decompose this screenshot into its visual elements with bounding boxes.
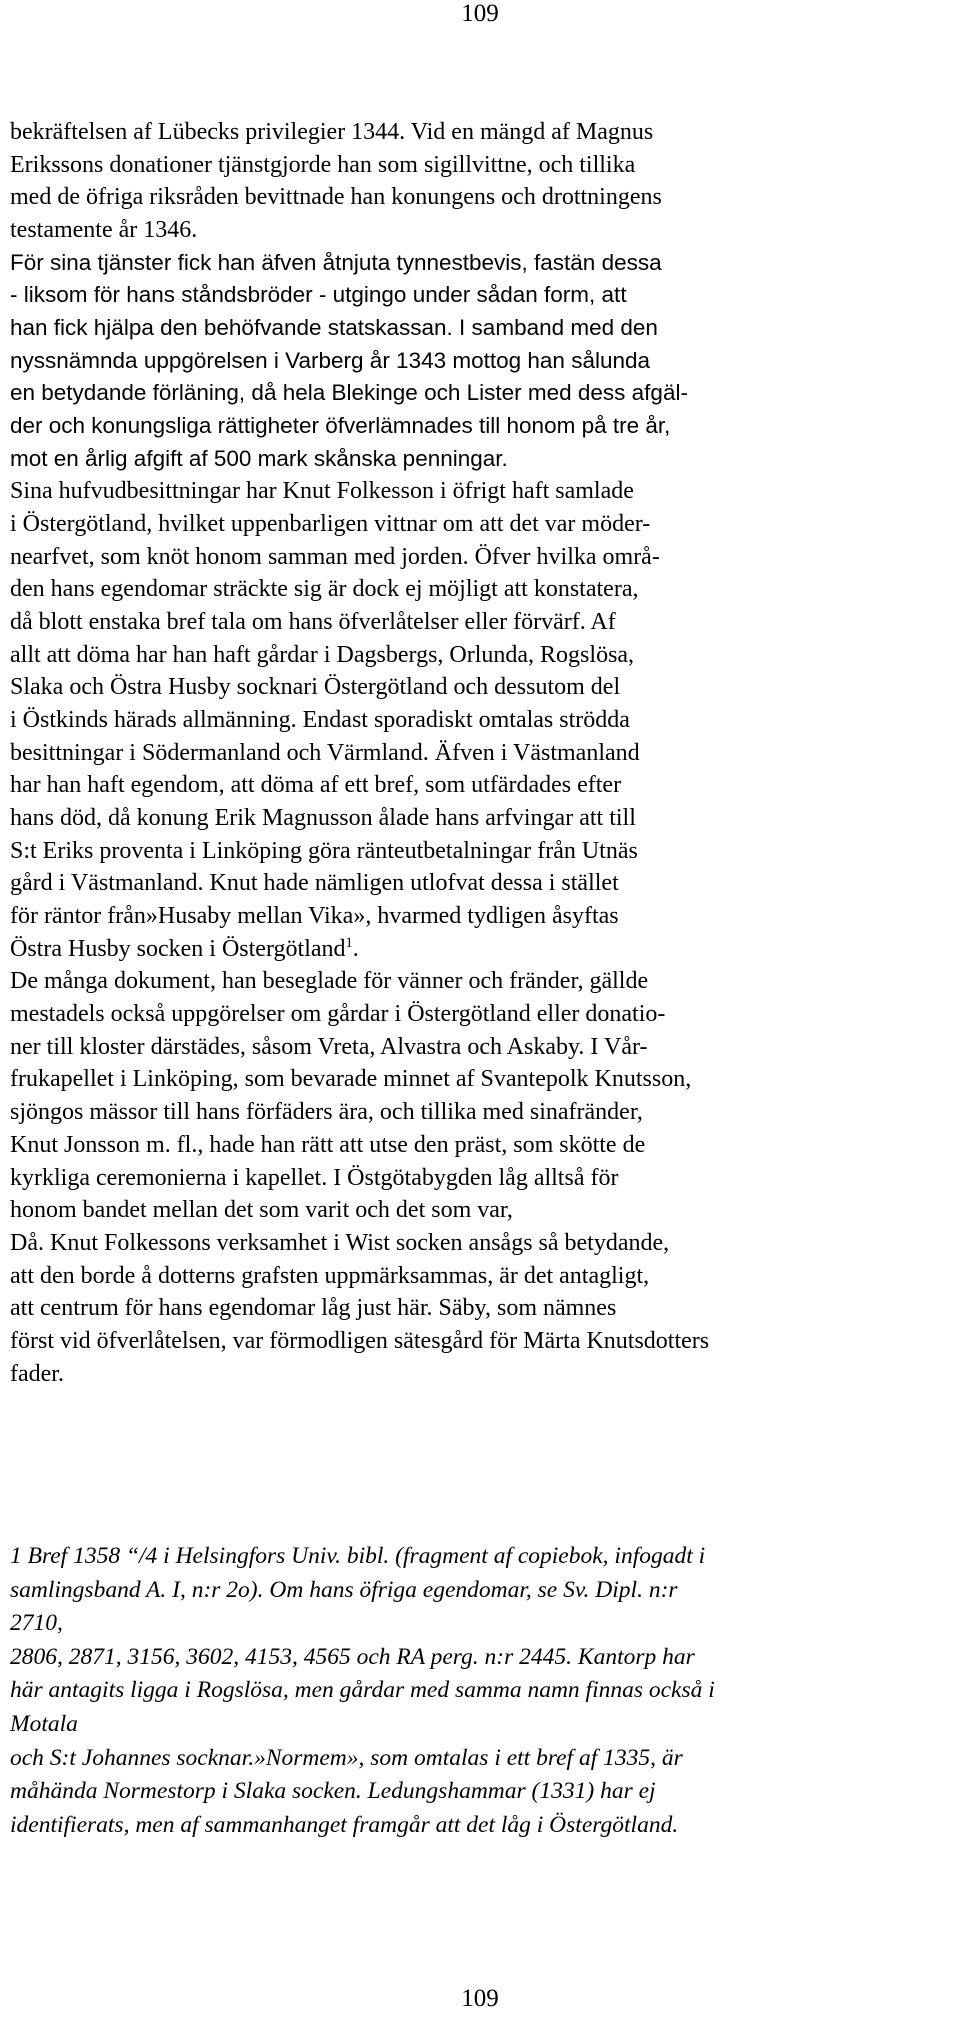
text-line-content: Slaka och Östra Husby socknari Östergötland och dessutom del [10,674,621,701]
text-line-content: då blott enstaka bref tala om hans öfverlåtelser eller förvärf. Af [10,609,616,636]
text-line-content: bekräftelsen af Lübecks privilegier 1344. Vid en mängd af Magnus [10,119,654,145]
text-line [10,410,950,443]
text-line [10,377,950,410]
text-line-content: mot en årlig afgift af 500 mark skånska penningar. [10,445,508,471]
text-line-content: der och konungsliga rättigheter öfverlämnades till honom på tre år, [10,413,671,439]
text-line [10,965,950,998]
text-line-content: frukapellet i Linköping, som bevarade minnet af Svantepolk Knutsson, [10,1066,692,1093]
text-line-content: fader. [10,1360,64,1387]
text-line-content: i Östkinds härads allmänning. Endast sporadiskt omtalas strödda [10,707,630,734]
text-line [10,671,950,704]
text-line [10,573,950,606]
text-line [10,639,950,672]
body-text [10,116,950,1390]
text-line [10,475,950,508]
text-line [10,312,950,345]
footnote-line: här antagits ligga i Rogslösa, men gårdar med samma namn finnas också i [10,1677,715,1704]
text-line [10,900,950,933]
footnote [10,1540,950,1842]
text-line-content: har han haft egendom, att döma af ett bref, som utfärdades efter [10,772,622,799]
text-line [10,1358,950,1391]
text-line [10,541,950,574]
text-line [10,802,950,835]
text-line-content: i Östergötland, hvilket uppenbarligen vittnar om att det var möder- [10,511,651,538]
page-number-bottom: 109 [461,1985,499,2012]
text-line-content: hans död, då konung Erik Magnusson ålade hans arfvingar att till [10,805,636,832]
text-line-content: honom bandet mellan det som varit och det som var, [10,1197,513,1224]
text-line-content: Sina hufvudbesittningar har Knut Folkesson i öfrigt haft samlade [10,478,634,505]
text-line [10,867,950,900]
text-line [10,998,950,1031]
text-line-content: allt att döma har han haft gårdar i Dagsbergs, Orlunda, Rogslösa, [10,641,635,668]
text-line-content: nearfvet, som knöt honom samman med jorden. Öfver hvilka områ- [10,543,660,570]
footnote-line: Motala [10,1710,78,1737]
footnote-line: 1 Bref 1358 “/4 i Helsingfors Univ. bibl. (fragment af copiebok, infogadt i [10,1543,706,1569]
text-line [10,606,950,639]
text-line-content: för räntor från»Husaby mellan Vika», hvarmed tydligen åsyftas [10,903,619,930]
text-line-content: med de öfriga riksråden bevittnade han konungens och drottningens [10,184,662,211]
text-line [10,1260,950,1293]
text-line [10,737,950,770]
text-line-content: De många dokument, han beseglade för vänner och fränder, gällde [10,968,649,995]
text-line [10,214,950,247]
text-line-content: sjöngos mässor till hans förfäders ära, och tillika med sinafränder, [10,1099,643,1126]
text-line-content: testamente år 1346. [10,217,198,244]
footnote-line: 2806, 2871, 3156, 3602, 4153, 4565 och RA perg. n:r 2445. Kantorp har [10,1643,695,1670]
text-line [10,149,950,182]
text-line-content: Östra Husby socken i Östergötland [10,935,346,962]
text-line [10,1031,950,1064]
text-line [10,1325,950,1358]
text-line [10,835,950,868]
text-line-content: nyssnämnda uppgörelsen i Varberg år 1343 mottog han sålunda [10,347,651,373]
footnote-line: samlingsband A. I, n:r 2o). Om hans öfriga egendomar, se Sv. Dipl. n:r [10,1576,678,1603]
text-line-content: besittningar i Södermanland och Värmland. Äfven i Västmanland [10,739,640,766]
text-line [10,181,950,214]
text-line [10,769,950,802]
text-line [10,279,950,312]
text-line-content: först vid öfverlåtelsen, var förmodligen sätesgård för Märta Knutsdotters [10,1327,710,1354]
footnote-line: och S:t Johannes socknar.»Normem», som omtalas i ett bref af 1335, är [10,1744,683,1771]
text-line [10,1063,950,1096]
text-line-content: Knut Jonsson m. fl., hade han rätt att utse den präst, som skötte de [10,1131,646,1158]
footnote-line: 2710, [10,1610,63,1637]
text-line-content: ner till kloster därstädes, såsom Vreta, Alvastra och Askaby. I Vår- [10,1033,648,1060]
footnote-line: identifierats, men af sammanhanget framgår att det låg i Östergötland. [10,1811,679,1838]
text-line-content: gård i Västmanland. Knut hade nämligen utlofvat dessa i stället [10,870,619,897]
text-line [10,1096,950,1129]
text-line [10,1162,950,1195]
text-line [10,345,950,378]
text-line [10,247,950,280]
text-line-content: att den borde å dotterns grafsten uppmärksammas, är det antagligt, [10,1262,650,1289]
text-line [10,1227,950,1260]
text-line-content: kyrkliga ceremonierna i kapellet. I Östgötabygden låg alltså för [10,1164,619,1191]
text-line [10,933,950,966]
text-line-content: han fick hjälpa den behöfvande statskassan. I samband med den [10,315,658,341]
text-line-content: - liksom för hans ståndsbröder - utgingo under sådan form, att [10,282,627,308]
text-line-content: För sina tjänster fick han äfven åtnjuta tynnestbevis, fastän dessa [10,249,662,275]
text-line [10,1292,950,1325]
text-line-content: den hans egendomar sträckte sig är dock ej möjligt att konstatera, [10,576,639,603]
text-line-tail: . [352,935,359,962]
text-line [10,443,950,476]
text-line [10,1129,950,1162]
text-line [10,116,950,149]
text-line-content: en betydande förläning, då hela Blekinge och Lister med dess afgäl- [10,380,688,406]
text-line [10,704,950,737]
text-line-content: Då. Knut Folkessons verksamhet i Wist socken ansågs så betydande, [10,1229,670,1256]
text-line-content: att centrum för hans egendomar låg just här. Säby, som nämnes [10,1295,617,1322]
text-line-content: Erikssons donationer tjänstgjorde han som sigillvittne, och tillika [10,151,636,178]
page-number-top: 109 [461,0,499,27]
footnote-line: måhända Normestorp i Slaka socken. Ledungshammar (1331) har ej [10,1778,656,1805]
text-line [10,508,950,541]
text-line-content: mestadels också uppgörelser om gårdar i Östergötland eller donatio- [10,1001,666,1028]
footnote-ref: 1 [345,934,353,951]
text-line-content: S:t Eriks proventa i Linköping göra ränteutbetalningar från Utnäs [10,837,638,864]
text-line [10,1194,950,1227]
